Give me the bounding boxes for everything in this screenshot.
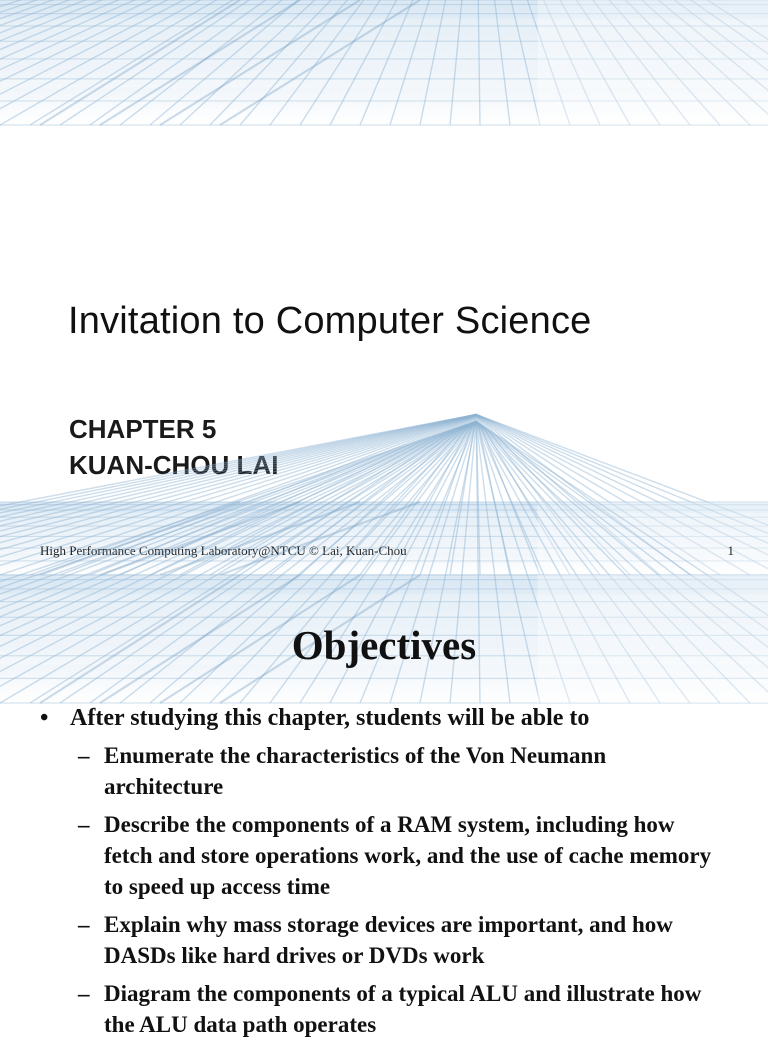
- objective-text: Explain why mass storage devices are important, and how DASDs like hard drives or DVDs work: [104, 912, 673, 968]
- dash-marker: –: [78, 981, 90, 1006]
- bullet-marker: •: [40, 705, 49, 731]
- intro-text: After studying this chapter, students will be able to: [70, 705, 590, 731]
- objective-text: Enumerate the characteristics of the Von Neumann architecture: [104, 743, 607, 799]
- dash-marker: –: [78, 743, 90, 768]
- list-item: [0, 740, 724, 802]
- list-item: [0, 978, 724, 1040]
- objectives-list: [0, 703, 768, 1040]
- dash-marker: –: [78, 912, 90, 937]
- top-banner-image: [0, 0, 768, 125]
- objectives-slide: [0, 575, 768, 1037]
- chapter-label: CHAPTER 5: [69, 414, 217, 444]
- list-item: [0, 809, 724, 902]
- dash-marker: –: [78, 812, 90, 837]
- grid-texture-graphic: [0, 0, 768, 125]
- slide-title: Objectives: [291, 622, 477, 668]
- author-name: KUAN-CHOU LAI: [69, 450, 279, 480]
- list-item: [0, 703, 750, 733]
- footer-text: High Performance Computing Laboratory@NTCU © Lai, Kuan-Chou: [40, 543, 407, 558]
- objective-text: Diagram the components of a typical ALU and illustrate how the ALU data path operates: [104, 981, 702, 1037]
- presentation-title: Invitation to Computer Science: [68, 300, 592, 342]
- list-item: [0, 909, 724, 971]
- page-number: 1: [727, 543, 734, 558]
- objective-text: Describe the components of a RAM system, including how fetch and store operations work, and the use of cache memory to speed up access time: [104, 812, 712, 899]
